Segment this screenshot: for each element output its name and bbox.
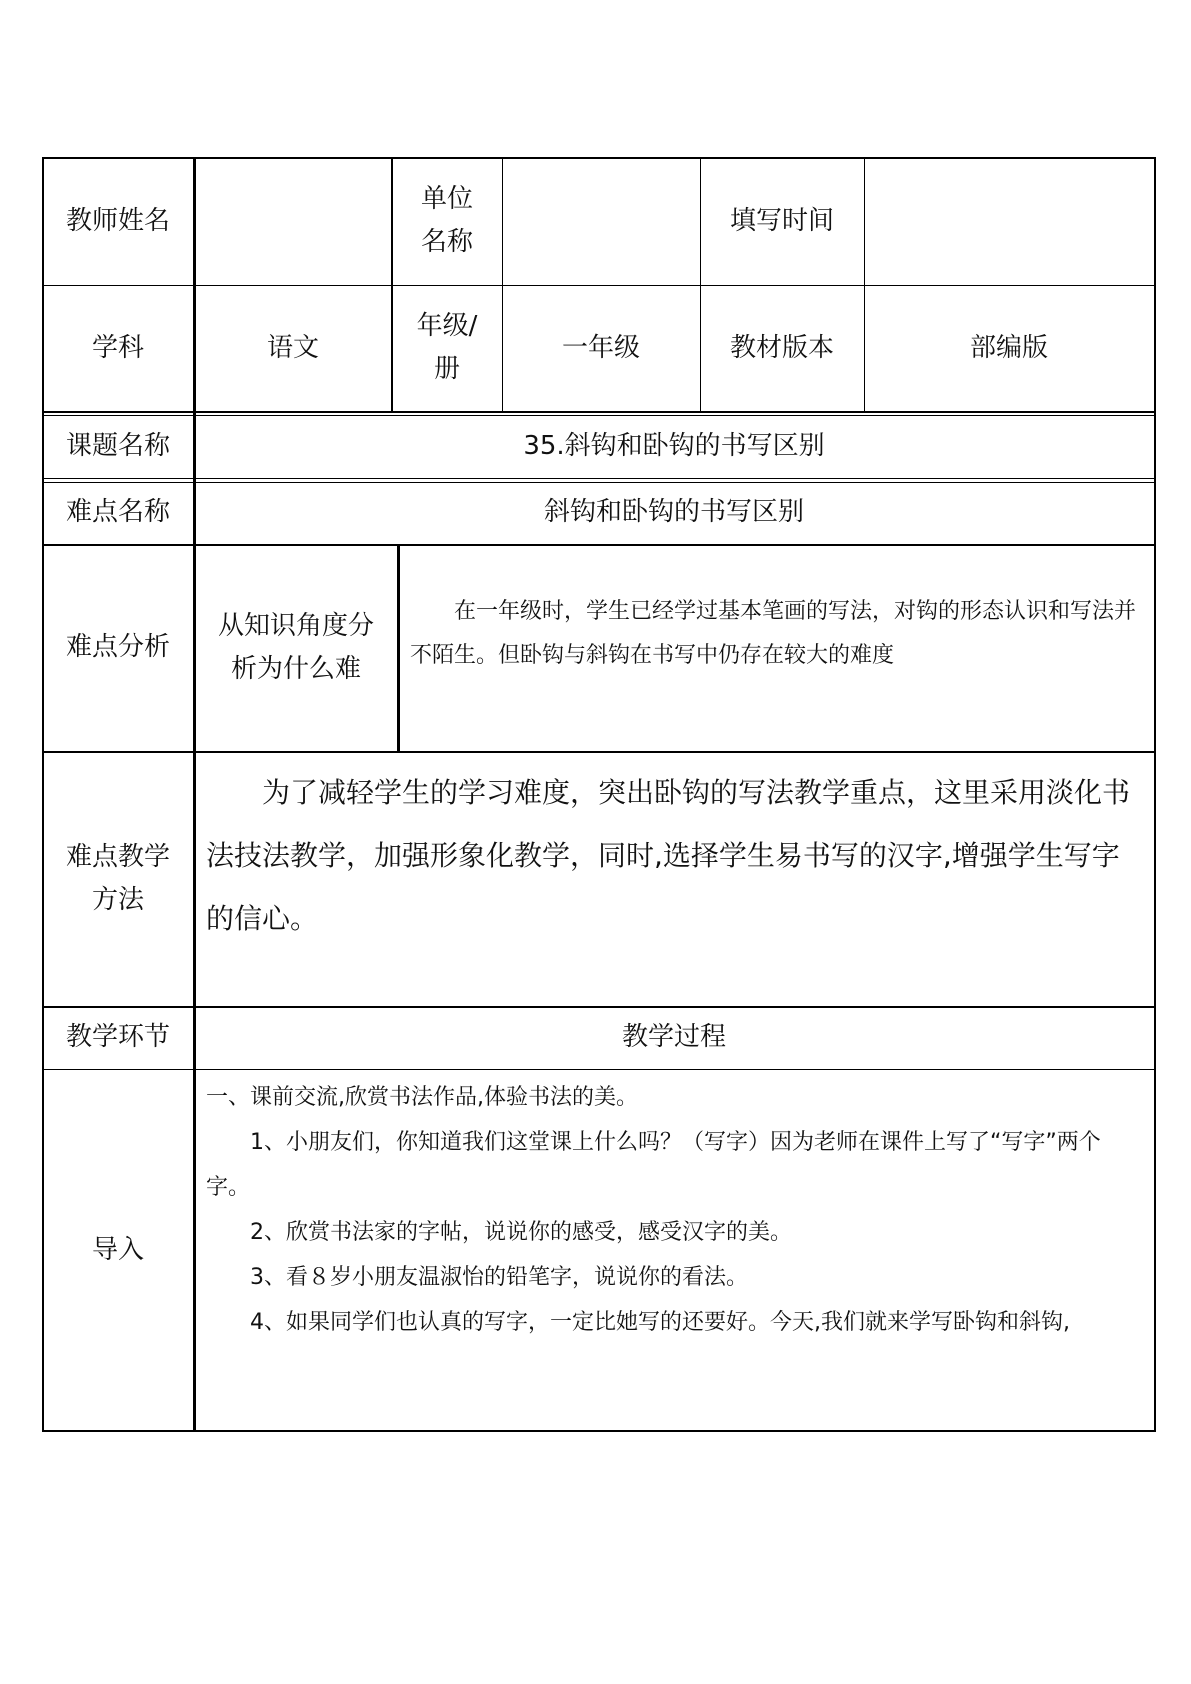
textbook-label: 教材版本 (729, 332, 834, 363)
method-label (42, 751, 194, 1006)
subject-label: 学科 (91, 332, 144, 363)
rule-row2a (42, 411, 1156, 413)
analysis-paragraph: 在一年级时，学生已经学过基本笔画的写法，对钩的形态认识和写法并不陌生。但卧钩与斜钩在书写中仍存在较大的难度 (410, 599, 1137, 668)
unit-name-label (392, 157, 502, 285)
analysis-sub-label-text: 从知识角度分析为什么难 (217, 610, 374, 684)
fill-date-value (864, 157, 1154, 285)
unit-name-label-text: 单位名称 (420, 184, 473, 257)
grade-label-text: 年级/册 (416, 311, 478, 384)
unit-name-value (502, 157, 700, 285)
intro-line-1: 一、课前交流,欣赏书法作品,体验书法的美。 (206, 1085, 638, 1110)
rule-col-c (391, 157, 393, 413)
rule-topic-b (42, 482, 1156, 483)
intro-label: 导入 (91, 1234, 144, 1265)
method-paragraph: 为了减轻学生的学习难度，突出卧钩的写法教学重点，这里采用淡化书法技法教学，加强形象化教学，同时,选择学生易书写的汉字,增强学生写字的信心。 (206, 776, 1131, 935)
analysis-label: 难点分析 (65, 632, 170, 663)
intro-content (194, 1069, 1154, 1431)
rule-method (42, 1006, 1156, 1008)
teacher-name-value (194, 157, 392, 285)
difficulty-label: 难点名称 (65, 497, 170, 528)
grade-value: 一年级 (561, 332, 640, 363)
topic-label: 课题名称 (65, 430, 170, 461)
rule-right (1154, 157, 1156, 1432)
intro-line-2: 1、小朋友们，你知道我们这堂课上什么吗？（写字）因为老师在课件上写了“写字”两个字。 (206, 1130, 1101, 1201)
intro-line-5: 4、如果同学们也认真的写字，一定比她写的还要好。今天,我们就来学写卧钩和斜钩, (250, 1310, 1070, 1336)
rule-top (42, 157, 1156, 159)
rule-col-e (700, 157, 701, 413)
rule-analysis (42, 751, 1156, 753)
teacher-name-label: 教师姓名 (65, 205, 170, 236)
analysis-text (398, 544, 1154, 751)
intro-line-3: 2、欣赏书法家的字帖，说说你的感受，感受汉字的美。 (250, 1220, 792, 1246)
rule-col-f (864, 157, 865, 413)
process-label: 教学过程 (621, 1022, 726, 1053)
rule-row2b (42, 415, 1156, 416)
intro-line-4: 3、看８岁小朋友温淑怡的铅笔字，说说你的看法。 (250, 1265, 748, 1291)
subject-value: 语文 (266, 332, 319, 363)
rule-left (42, 157, 44, 1432)
topic-value: 35.斜钩和卧钩的书写区别 (523, 430, 825, 461)
difficulty-value: 斜钩和卧钩的书写区别 (543, 497, 804, 528)
fill-date-label: 填写时间 (729, 205, 834, 236)
rule-difficulty (42, 544, 1156, 546)
method-text (194, 751, 1154, 1006)
textbook-value: 部编版 (969, 332, 1048, 363)
rule-label-col (193, 157, 196, 1432)
method-label-text: 难点教学方法 (65, 841, 170, 915)
stage-label: 教学环节 (65, 1022, 170, 1053)
rule-header (42, 1069, 1156, 1070)
rule-col-d (502, 157, 503, 413)
rule-analysis-col (397, 544, 400, 751)
grade-label (392, 285, 502, 411)
rule-row1 (42, 285, 1156, 286)
analysis-sub-label (194, 544, 398, 751)
rule-topic-a (42, 478, 1156, 479)
rule-bottom (42, 1430, 1156, 1432)
